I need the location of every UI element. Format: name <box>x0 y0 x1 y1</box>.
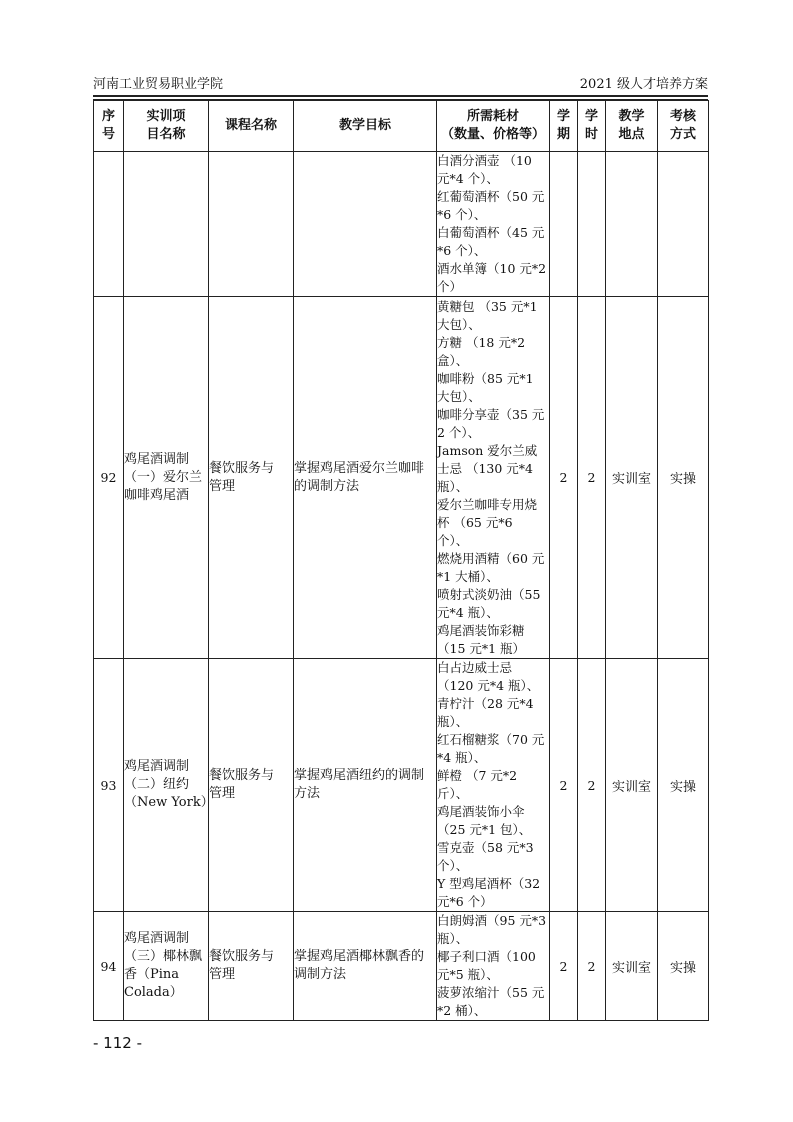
cell-course-line: 餐饮服务与 <box>209 460 275 476</box>
cell-item-name-line: （二）纽约 <box>124 777 190 792</box>
cell-materials-line: 个）、 <box>437 858 469 873</box>
cell-item-name-line: Colada） <box>124 985 183 1000</box>
cell-materials-line: *1 大桶）、 <box>437 568 499 584</box>
cell-course <box>209 297 294 659</box>
cell-no <box>94 152 124 297</box>
cell-item-name-line: （New York） <box>124 795 214 810</box>
cell-course-line: 餐饮服务与 <box>209 949 275 964</box>
cell-goal-line: 掌握鸡尾酒纽约的调制 <box>294 768 425 783</box>
cell-goal <box>294 659 437 912</box>
cell-materials-line: *6 个）、 <box>437 243 487 258</box>
cell-materials-line: 方糖 （18 元*2 <box>437 334 526 350</box>
cell-materials-line: 瓶）、 <box>437 478 469 494</box>
table-row <box>94 659 709 912</box>
cell-item-name <box>124 912 209 1021</box>
cell-materials-line: 大包）、 <box>437 316 481 332</box>
cell-item-name-line: （三）椰林飘 <box>124 949 203 964</box>
col-header-no: 序 号 <box>94 101 124 152</box>
training-table <box>93 100 709 1021</box>
cell-goal-line: 调制方法 <box>294 967 347 982</box>
cell-goal <box>294 152 437 297</box>
cell-materials-line: （25 元*1 包）、 <box>437 822 532 837</box>
cell-assess <box>658 152 709 297</box>
cell-item-name <box>124 297 209 659</box>
col-header-course: 课程名称 <box>209 101 294 152</box>
cell-goal-line: 掌握鸡尾酒椰林飘香的 <box>294 949 425 964</box>
cell-materials-line: 鸡尾酒装饰彩糖 <box>437 622 525 638</box>
cell-materials-line: 菠萝浓缩汁（55 元 <box>437 985 545 1000</box>
cell-materials-line: 椰子利口酒（100 <box>437 949 536 964</box>
cell-materials <box>437 152 550 297</box>
cell-place: 实训室 <box>606 297 658 659</box>
cell-materials-line: 白葡萄酒杯（45 元 <box>437 225 545 240</box>
cell-materials-line: 元*4 瓶）、 <box>437 604 499 620</box>
cell-materials-line: （120 元*4 瓶）、 <box>437 678 540 693</box>
table-header-row <box>94 101 709 152</box>
cell-materials-line: Y 型鸡尾酒杯（32 <box>437 876 541 891</box>
cell-materials-line: 个）、 <box>437 532 469 548</box>
cell-term: 2 <box>550 297 578 659</box>
cell-term <box>550 152 578 297</box>
cell-materials-line: 元*4 个）、 <box>437 171 499 186</box>
cell-materials-line: 鸡尾酒装饰小伞 <box>437 804 525 819</box>
cell-materials-line: 白朗姆酒（95 元*3 <box>437 913 547 928</box>
cell-materials-line: 斤）、 <box>437 786 469 801</box>
cell-term: 2 <box>550 912 578 1021</box>
cell-term: 2 <box>550 659 578 912</box>
cell-materials-line: 喷射式淡奶油（55 <box>437 586 541 602</box>
cell-materials-line: 咖啡分享壶（35 元 <box>437 406 545 422</box>
cell-goal-line: 的调制方法 <box>294 478 360 494</box>
cell-materials-line: 红石榴糖浆（70 元 <box>437 732 545 747</box>
cell-goal-line: 掌握鸡尾酒爱尔兰咖啡 <box>294 460 425 476</box>
cell-materials-line: 元*6 个） <box>437 894 493 909</box>
cell-course <box>209 152 294 297</box>
cell-materials-line: 黄糖包 （35 元*1 <box>437 298 538 314</box>
school-name: 河南工业贸易职业学院 <box>93 77 224 92</box>
col-header-term: 学 期 <box>550 101 578 152</box>
cell-materials-line: 个） <box>437 279 463 294</box>
cell-materials-line: 白酒分酒壶 （10 <box>437 153 532 168</box>
page-header <box>93 76 708 94</box>
cell-materials-line: 瓶）、 <box>437 714 469 729</box>
cell-materials <box>437 659 550 912</box>
cell-materials <box>437 297 550 659</box>
cell-item-name-line: 香（Pina <box>124 967 180 982</box>
cell-materials-line: 元*5 瓶）、 <box>437 967 499 982</box>
cell-place: 实训室 <box>606 912 658 1021</box>
col-header-assess: 考核 方式 <box>658 101 709 152</box>
cell-place <box>606 152 658 297</box>
cell-course <box>209 659 294 912</box>
cell-place: 实训室 <box>606 659 658 912</box>
cell-materials-line: 白占边威士忌 <box>437 660 513 675</box>
cell-materials-line: 红葡萄酒杯（50 元 <box>437 189 545 204</box>
table-row <box>94 297 709 659</box>
cell-hours <box>578 152 606 297</box>
cell-materials-line: Jamson 爱尔兰威 <box>437 442 538 458</box>
cell-materials-line: 大包）、 <box>437 388 481 404</box>
cell-materials-line: 咖啡粉（85 元*1 <box>437 370 534 386</box>
table-row <box>94 152 709 297</box>
cell-materials-line: 鲜橙 （7 元*2 <box>437 768 518 783</box>
col-header-hours: 学 时 <box>578 101 606 152</box>
cell-course-line: 餐饮服务与 <box>209 768 275 783</box>
table-row <box>94 912 709 1021</box>
cell-item-name-line: （一）爱尔兰 <box>124 469 203 485</box>
cell-materials-line: *6 个）、 <box>437 207 487 222</box>
col-header-item: 实训项 目名称 <box>124 101 209 152</box>
cell-item-name-line: 咖啡鸡尾酒 <box>124 487 190 503</box>
cell-materials-line: *2 桶）、 <box>437 1003 487 1018</box>
cell-no: 92 <box>94 297 124 659</box>
cell-assess: 实操 <box>658 659 709 912</box>
cell-materials-line: *4 瓶）、 <box>437 750 487 765</box>
cell-course-line: 管理 <box>209 967 236 982</box>
cell-item-name-line: 鸡尾酒调制 <box>124 759 190 774</box>
cell-item-name-line: 鸡尾酒调制 <box>124 451 190 467</box>
cell-no: 93 <box>94 659 124 912</box>
cell-materials-line: 燃烧用酒精（60 元 <box>437 550 545 566</box>
cell-materials-line: 酒水单簿（10 元*2 <box>437 261 547 276</box>
cell-item-name <box>124 659 214 912</box>
cell-goal <box>294 912 437 1021</box>
cell-materials-line: 雪克壶（58 元*3 <box>437 840 534 855</box>
col-header-place: 教学 地点 <box>606 101 658 152</box>
cell-course-line: 管理 <box>209 786 236 801</box>
cell-item-name <box>124 152 209 297</box>
cell-materials-line: 杯 （65 元*6 <box>437 514 513 530</box>
col-header-goal: 教学目标 <box>294 101 437 152</box>
cell-assess: 实操 <box>658 912 709 1021</box>
cell-hours: 2 <box>578 659 606 912</box>
cell-no: 94 <box>94 912 124 1021</box>
cell-materials-line: （15 元*1 瓶） <box>437 640 526 656</box>
table-body <box>94 152 709 1021</box>
cell-goal <box>294 297 437 659</box>
col-header-materials: 所需耗材 （数量、价格等） <box>437 101 550 152</box>
cell-materials-line: 青柠汁（28 元*4 <box>437 696 534 711</box>
document-title: 2021 级人才培养方案 <box>579 77 708 92</box>
cell-materials-line: 瓶）、 <box>437 931 469 946</box>
cell-course <box>209 912 294 1021</box>
cell-materials-line: 2 个）、 <box>437 424 481 440</box>
cell-hours: 2 <box>578 912 606 1021</box>
cell-materials-line: 盒）、 <box>437 352 469 368</box>
cell-assess: 实操 <box>658 297 709 659</box>
cell-materials <box>437 912 550 1021</box>
cell-goal-line: 方法 <box>294 786 321 801</box>
header-rule-thick <box>93 95 708 97</box>
cell-item-name-line: 鸡尾酒调制 <box>124 931 190 946</box>
page-number: - 112 - <box>93 1034 142 1052</box>
cell-materials-line: 士忌 （130 元*4 <box>437 460 534 476</box>
cell-hours: 2 <box>578 297 606 659</box>
cell-materials-line: 爱尔兰咖啡专用烧 <box>437 496 538 512</box>
cell-course-line: 管理 <box>209 478 236 494</box>
